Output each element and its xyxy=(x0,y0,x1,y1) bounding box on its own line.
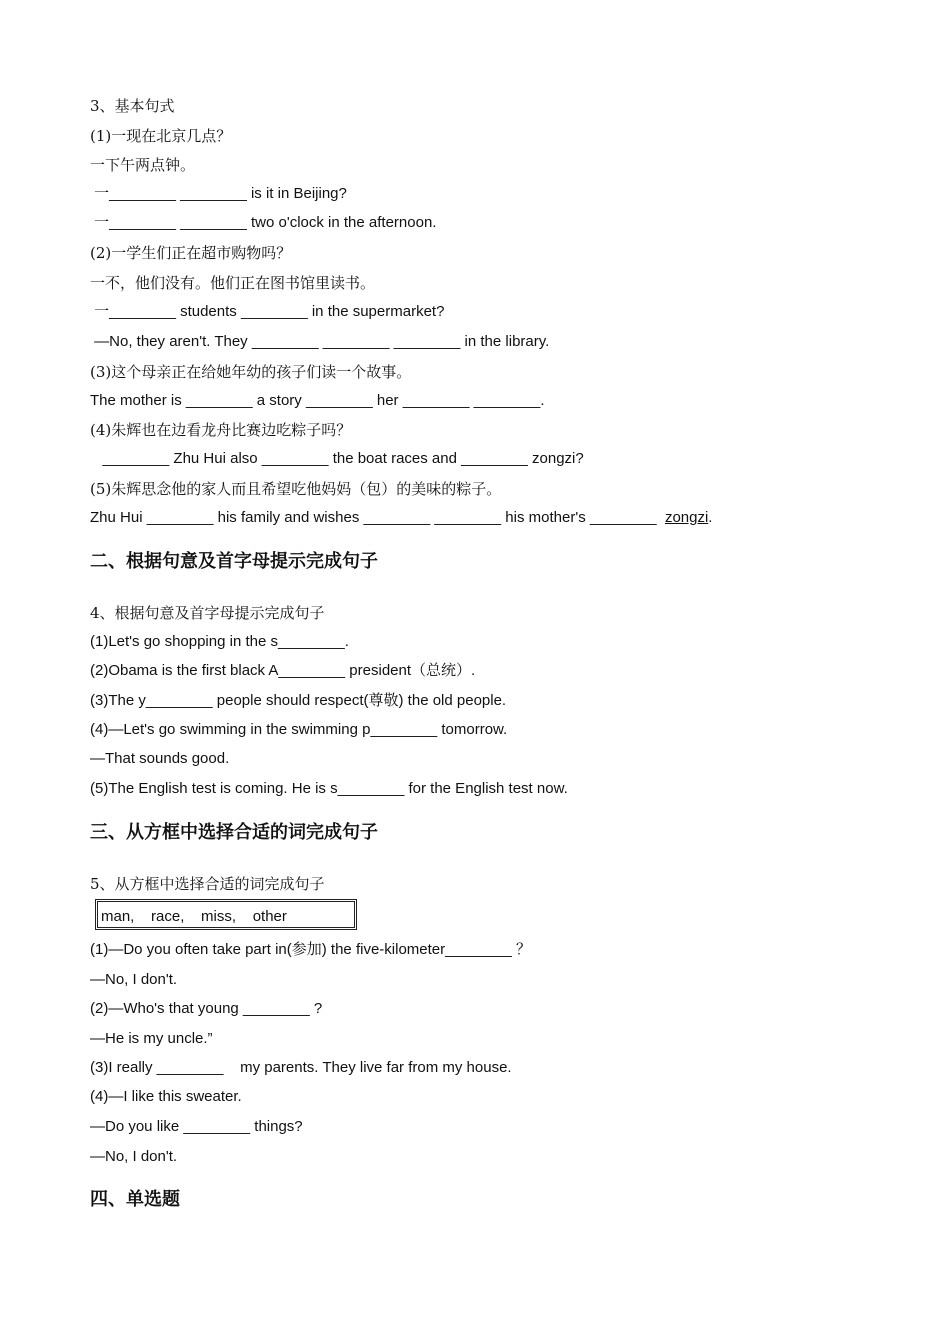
q3-title: 3、基本句式 xyxy=(90,97,175,115)
section-4-heading: 四、单选题 xyxy=(90,1189,180,1210)
q4-item-4: (4)—Let's go swimming in the swimming p________ tomorrow. xyxy=(90,721,508,738)
q5-item-3: (3)I really ________ my parents. They live far from my house. xyxy=(90,1059,512,1076)
q3-2-chinese-answer: 一不，他们没有。他们正在图书馆里读书。 xyxy=(90,274,376,292)
q5-title: 5、从方框中选择合适的词完成句子 xyxy=(90,875,325,893)
q3-1-english-answer: 一________ ________ two o'clock in the afternoon. xyxy=(90,214,437,231)
q3-2-chinese-question: (2)一学生们正在超市购物吗？ xyxy=(90,244,292,262)
q5-item-2: (2)—Who's that young ________ ? xyxy=(90,1000,323,1017)
q5-item-4-reply-2: —No, I don't. xyxy=(90,1148,178,1165)
q5-item-4-reply: —Do you like ________ things? xyxy=(90,1118,303,1135)
q4-item-5: (5)The English test is coming. He is s________ for the English test now. xyxy=(90,780,568,797)
q5-item-1: (1)—Do you often take part in(参加) the five-kilometer________ ？ xyxy=(90,941,532,958)
q4-item-3: (3)The y________ people should respect(尊敬) the old people. xyxy=(90,692,507,709)
q3-5-english-prefix: Zhu Hui ________ his family and wishes ________ ________ his mother's ________ xyxy=(90,509,665,526)
q3-1-chinese-question: (1)一现在北京几点？ xyxy=(90,127,232,145)
q3-5-english-suffix: . xyxy=(708,509,713,526)
q4-title: 4、根据句意及首字母提示完成句子 xyxy=(90,604,325,622)
q3-4-chinese: (4)朱辉也在边看龙舟比赛边吃粽子吗？ xyxy=(90,421,352,439)
q3-2-english-question: 一________ students ________ in the supermarket? xyxy=(90,303,445,320)
q5-item-4: (4)—I like this sweater. xyxy=(90,1088,242,1105)
q3-5-english xyxy=(90,508,712,528)
q3-4-english: ________ Zhu Hui also ________ the boat races and ________ zongzi? xyxy=(90,450,584,467)
q4-item-2: (2)Obama is the first black A________ president（总统）. xyxy=(90,662,476,679)
word-box xyxy=(95,899,357,930)
q5-item-1-reply: —No, I don't. xyxy=(90,971,178,988)
q3-3-chinese: (3)这个母亲正在给她年幼的孩子们读一个故事。 xyxy=(90,363,412,381)
q3-5-chinese: (5)朱辉思念他的家人而且希望吃他妈妈（包）的美味的粽子。 xyxy=(90,480,502,498)
q3-1-english-question: 一________ ________ is it in Beijing? xyxy=(90,185,347,202)
word-box-words: man, race, miss, other xyxy=(101,908,287,925)
q4-item-4-reply: —That sounds good. xyxy=(90,750,230,767)
q3-2-english-answer: —No, they aren't. They ________ ________ ________ in the library. xyxy=(90,333,550,350)
section-2-heading: 二、根据句意及首字母提示完成句子 xyxy=(90,551,378,572)
q4-item-1: (1)Let's go shopping in the s________. xyxy=(90,633,349,650)
q3-3-english: The mother is ________ a story ________ her ________ ________. xyxy=(90,392,545,409)
section-3-heading: 三、从方框中选择合适的词完成句子 xyxy=(90,822,378,843)
q5-item-2-reply: —He is my uncle.” xyxy=(90,1030,213,1047)
q3-1-chinese-answer: 一下午两点钟。 xyxy=(90,156,196,174)
q3-5-english-word: zongzi xyxy=(664,509,709,526)
